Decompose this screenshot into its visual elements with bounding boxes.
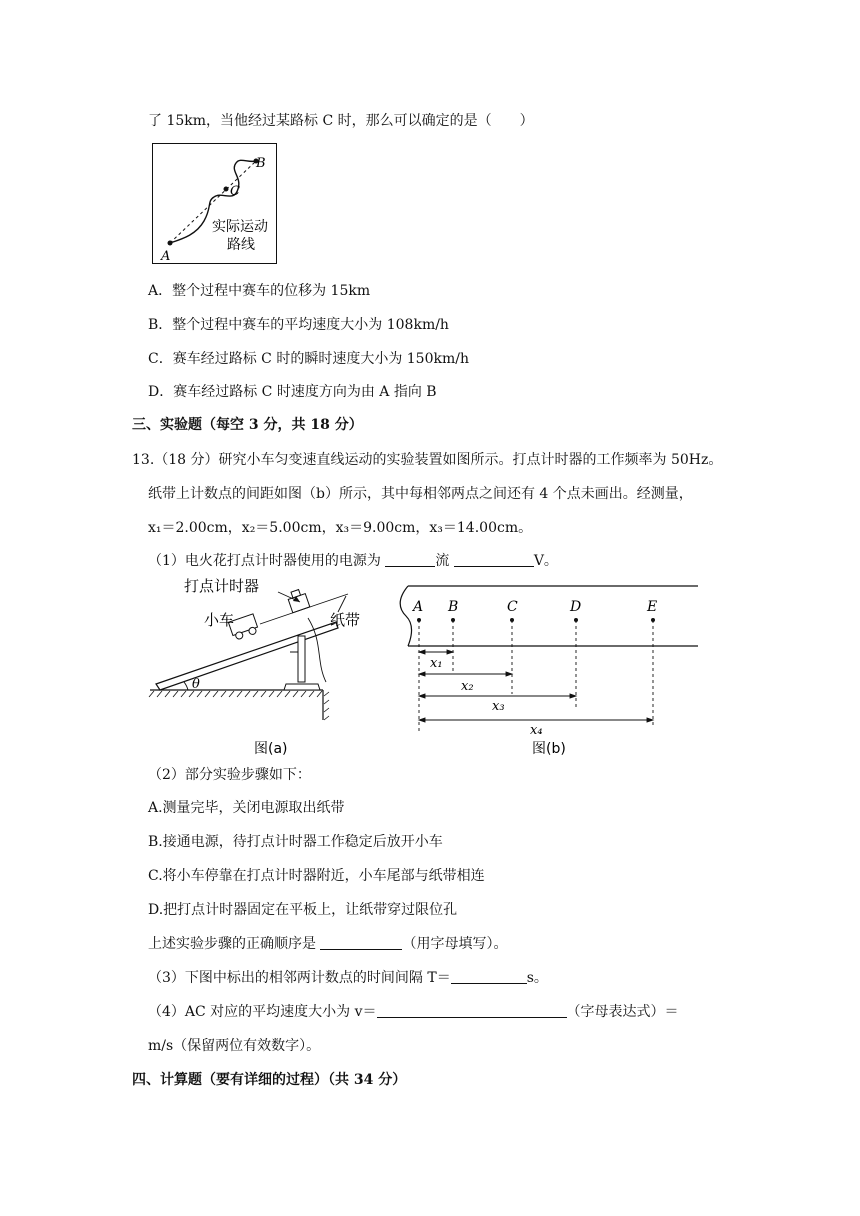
q13-line3: x₁＝2.00cm，x₂＝5.00cm，x₃＝9.00cm，x₃＝14.00cm。: [148, 520, 533, 536]
q13-line2: 纸带上计数点的间距如图（b）所示，其中每相邻两点之间还有 4 个点未画出。经测量，: [148, 486, 693, 502]
distance-arrows: [419, 650, 653, 722]
route-label-1: 实际运动: [212, 219, 268, 235]
support-rod: [298, 636, 305, 682]
figure-a-apparatus: [148, 572, 373, 762]
tape-point-c: C: [507, 599, 518, 615]
tape-label: 纸带: [330, 611, 361, 629]
step-c: C.将小车停靠在打点计时器附近，小车尾部与纸带相连: [148, 868, 485, 884]
timer-box: [288, 594, 310, 613]
support-base: [284, 684, 320, 690]
part4-suffix: （字母表达式）＝: [566, 1004, 679, 1020]
ground-hatch: [149, 691, 322, 697]
blank-current-type[interactable]: [385, 552, 435, 567]
q12-option-a: A．整个过程中赛车的位移为 15km: [148, 283, 371, 299]
step-b: B.接通电源，待打点计时器工作稳定后放开小车: [148, 834, 443, 850]
step-d: D.把打点计时器固定在平板上，让纸带穿过限位孔: [148, 902, 458, 918]
blank-step-order[interactable]: [320, 935, 402, 950]
distance-x1: x₁: [430, 656, 443, 671]
order-suffix: （用字母填写）。: [402, 936, 508, 952]
tape-leader: [338, 596, 346, 612]
blank-time-interval[interactable]: [451, 969, 527, 984]
angle-arc: [184, 682, 188, 690]
q12-stem-tail: 了 15km，当他经过某路标 C 时，那么可以确定的是（ ）: [148, 113, 534, 129]
fig-b-caption: 图(b): [532, 741, 566, 757]
tape-torn-end: [400, 586, 411, 646]
q13-part4: [148, 1002, 679, 1022]
distance-x2: x₂: [461, 679, 474, 694]
car-label: 小车: [204, 611, 235, 629]
distance-x4: x₄: [530, 723, 543, 738]
point-b-label: B: [256, 156, 266, 171]
point-c-label: C: [230, 184, 240, 199]
tape-point-b: B: [448, 599, 459, 615]
part3-suffix: s。: [526, 970, 548, 986]
figure-b-paper-tape: [394, 574, 704, 762]
timer-label: 打点计时器: [184, 577, 260, 595]
q12-option-c: C．赛车经过路标 C 时的瞬时速度大小为 150km/h: [148, 351, 469, 367]
point-a-dot: [168, 241, 173, 246]
route-label-2: 路线: [227, 237, 255, 253]
point-c-dot: [224, 187, 229, 192]
q13-part4-line2: m/s（保留两位有效数字）。: [148, 1038, 321, 1054]
distance-x3: x₃: [492, 699, 505, 714]
q13-order-line: [148, 934, 507, 954]
blank-voltage[interactable]: [454, 552, 534, 567]
step-a: A.测量完毕，关闭电源取出纸带: [148, 800, 345, 816]
q13-part1: [148, 551, 558, 571]
q13-line1: 13.（18 分）研究小车匀变速直线运动的实验装置如图所示。打点计时器的工作频率为 50Hz。: [132, 452, 723, 468]
part1-suffix: V。: [533, 553, 558, 569]
q13-part2-intro: （2）部分实验步骤如下：: [148, 767, 311, 783]
q12-route-figure: [152, 143, 278, 265]
tape-point-a: A: [413, 599, 424, 615]
part3-prefix: （3）下图中标出的相邻两计数点的时间间隔 T＝: [148, 970, 451, 986]
part1-prefix: （1）电火花打点计时器使用的电源为: [148, 553, 386, 569]
point-a-label: A: [161, 249, 171, 264]
order-prefix: 上述实验步骤的正确顺序是: [148, 936, 321, 952]
tape-point-e: E: [647, 599, 658, 615]
tape-dots: [417, 618, 655, 622]
q12-option-d: D．赛车经过路标 C 时速度方向为由 A 指向 B: [148, 384, 437, 400]
drop-lines: [419, 620, 653, 732]
section3-title: 三、实验题（每空 3 分，共 18 分）: [132, 417, 363, 433]
section4-title: 四、计算题（要有详细的过程）（共 34 分）: [132, 1072, 407, 1088]
tape-point-d: D: [570, 599, 582, 615]
table-edge-hatch: [324, 692, 329, 720]
part4-prefix: （4）AC 对应的平均速度大小为 v＝: [148, 1004, 377, 1020]
theta-label: θ: [192, 677, 200, 692]
part1-mid: 流: [435, 553, 454, 569]
q13-part3: [148, 968, 548, 988]
fig-a-caption: 图(a): [254, 741, 288, 757]
inclined-board: [156, 622, 338, 690]
q12-option-b: B．整个过程中赛车的平均速度大小为 108km/h: [148, 317, 449, 333]
blank-velocity-expression[interactable]: [377, 1003, 567, 1018]
